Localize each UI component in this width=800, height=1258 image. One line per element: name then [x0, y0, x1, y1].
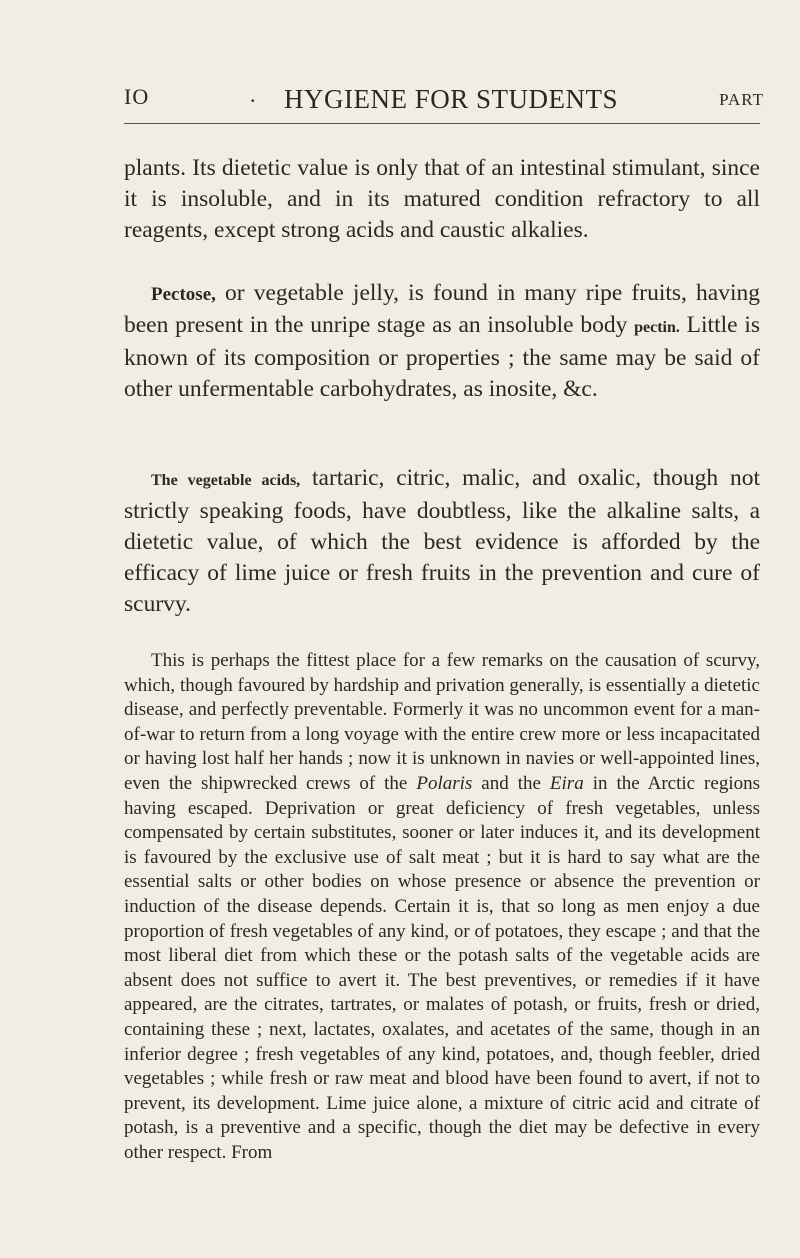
term-pectose: Pectose,	[151, 284, 216, 305]
paragraph-scurvy	[124, 649, 760, 1165]
paragraph-text: Little is known of its composition or properties ; the same may be said of other unfermentable carbohydrates, as inosite, &c.	[124, 312, 760, 402]
paragraph-text: in the Arctic regions having escaped. Deprivation or great deficiency of fresh vegetables, unless compensated by certain substitutes, sooner or later induces it, and its development is favoured by the exclusive use of salt meat ; but it is hard to say what are the essential salts or other bodies on whose presence or absence the prevention or induction of the disease depends. Certain it is, that so long as men enjoy a due proportion of fresh vegetables of any kind, or of potatoes, they escape ; and that the most liberal diet from which these or the potash salts of the vegetable acids are absent does not suffice to avert it. The best preventives, or remedies if it have appeared, are the citrates, tartrates, or malates of potash, or fruits, fresh or dried, containing these ; next, lactates, oxalates, and acetates of the same, though in an inferior degree ; fresh vegetables of any kind, potatoes, and, though feebler, dried vegetables ; while fresh or raw meat and blood have been found to avert, if not to prevent, its development. Lime juice alone, a mixture of citric acid and citrate of potash, is a preventive and a specific, though the diet may be defective in every other respect. From	[124, 772, 760, 1163]
header-separator: .	[250, 82, 256, 107]
paragraph-cellulose-end	[124, 153, 760, 246]
term-pectin: pectin.	[634, 319, 680, 336]
book-page	[124, 78, 764, 1163]
header-rule	[124, 123, 760, 124]
paragraph-vegetable-acids	[124, 463, 760, 620]
paragraph-text: and the	[472, 772, 550, 794]
paragraph-text: plants. Its dietetic value is only that of an intestinal stimulant, since it is insoluble, and in its matured condition refractory to all reagents, except strong acids and caustic alkalies.	[124, 155, 760, 243]
paragraph-pectose	[124, 278, 760, 405]
paragraph-text: This is perhaps the fittest place for a few remarks on the causation of scurvy, which, though favoured by hardship and privation generally, is essentially a dietetic disease, and perfectly preventable. Formerly it was no uncommon event for a man-of-war to return from a long voyage with the entire crew more or less incapacitated or having lost half her hands ; now it is unknown in navies or well-appointed lines, even the shipwrecked crews of the	[124, 650, 760, 794]
ship-name-eira: Eira	[549, 772, 584, 794]
paragraph-text: or vegetable jelly, is found in many ripe fruits, having been present in the unripe stage as an insoluble body	[124, 280, 760, 338]
term-vegetable-acids: The vegetable acids,	[151, 472, 301, 489]
ship-name-polaris: Polaris	[416, 772, 473, 794]
part-label: PART	[719, 90, 764, 109]
running-title: HYGIENE FOR STUDENTS	[284, 84, 618, 114]
page-header	[124, 78, 764, 120]
page-number: IO	[124, 84, 150, 109]
paragraph-text: tartaric, citric, malic, and oxalic, though not strictly speaking foods, have doubtless, like the alkaline salts, a dietetic value, of which the best evidence is afforded by the efficacy of lime juice or fresh fruits in the prevention and cure of scurvy.	[124, 465, 760, 617]
